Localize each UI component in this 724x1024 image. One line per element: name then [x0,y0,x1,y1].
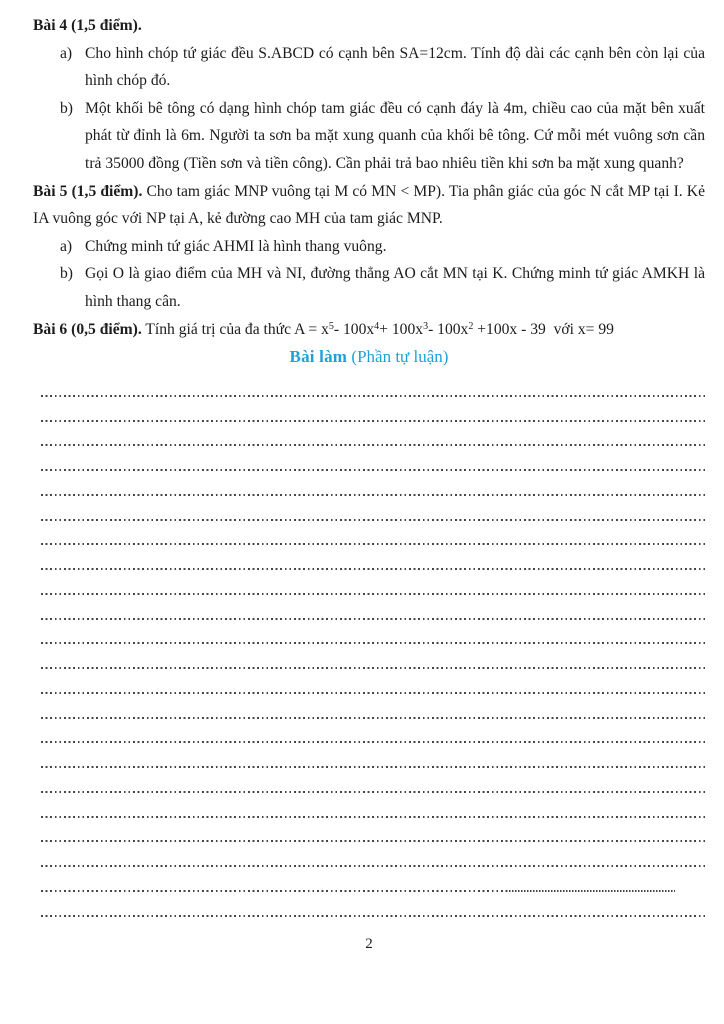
bai4-heading: Bài 4 (1,5 điểm). [33,17,142,34]
answer-line [33,548,705,573]
answer-line [33,449,705,474]
page-number: 2 [365,935,373,952]
bai5-item-a [33,233,705,261]
formula-exponent: 3 [423,320,429,332]
bai6-heading: Bài 6 (0,5 điểm). [33,320,142,338]
answer-line [33,474,705,499]
answer-line [33,796,705,821]
answer-line [33,771,705,796]
answer-line [33,647,705,672]
answer-line [33,672,705,697]
formula-text: - 100x [333,320,375,338]
item-text: Gọi O là giao điểm của MH và NI, đường thẳng AO cắt MN tại K. Chứng minh tứ giác AMKH là hình thang cân. [85,265,705,310]
bai4-heading-line [33,12,705,40]
bai4-item-b [33,95,705,178]
answer-line [33,845,705,870]
formula-text: +100x - 39 với x= 99 [473,320,614,338]
answer-line [33,697,705,722]
bai5-item-b [33,260,705,315]
formula-text: Tính giá trị của đa thức A = x [145,320,329,338]
item-marker: b) [60,99,73,117]
formula-text: - 100x [428,320,469,338]
bailam-title: Bài làm [289,347,348,367]
bailam-heading [33,343,705,370]
bai4-item-a [33,40,705,95]
answer-line [33,623,705,648]
bai5-heading: Bài 5 (1,5 điểm). [33,182,143,200]
answer-line [33,400,705,425]
answer-line [33,425,705,450]
bailam-subtitle: (Phần tự luận) [351,347,449,367]
item-text: Một khối bê tông có dạng hình chóp tam giác đều có cạnh đáy là 4m, chiều cao của mặt bên xuất phát từ đỉnh là 6m. Người ta sơn ba mặt xung quanh của khối bê tông. Cứ mỗi mét vuông sơn cần trả 35000 đồng (Tiền sơn và tiền công). Cần phải trả bao nhiêu tiền khi sơn ba mặt xung quanh? [85,99,705,172]
answer-line [33,870,705,895]
item-marker: b) [60,265,73,283]
item-marker: a) [60,44,73,62]
answer-line [33,598,705,623]
formula-exponent: 2 [468,320,474,332]
item-marker: a) [60,237,73,255]
formula-exponent: 4 [374,320,380,332]
answer-line [33,499,705,524]
item-text: Cho hình chóp tứ giác đều S.ABCD có cạnh bên SA=12cm. Tính độ dài các cạnh bên còn lại của hình chóp đó. [85,44,705,90]
answer-line [33,821,705,846]
bai6-line [33,316,705,344]
answer-line [33,375,705,400]
answer-line [33,895,705,920]
formula-text: + 100x [379,320,424,338]
answer-line [33,722,705,747]
bai6-formula [145,321,614,338]
formula-exponent: 5 [328,320,334,332]
bai5-paragraph [33,178,705,233]
page-footer [33,936,705,953]
answer-line [33,573,705,598]
item-text: Chứng minh tứ giác AHMI là hình thang vuông. [85,237,387,255]
answer-line [33,746,705,771]
answer-lines [33,375,705,920]
answer-line [33,524,705,549]
bai5-intro-text: Cho tam giác MNP vuông tại M có MN < MP). Tia phân giác của góc N cắt MP tại I. Kẻ IA vuông góc với NP tại A, kẻ đường cao MH của tam giác MNP. [33,182,705,228]
